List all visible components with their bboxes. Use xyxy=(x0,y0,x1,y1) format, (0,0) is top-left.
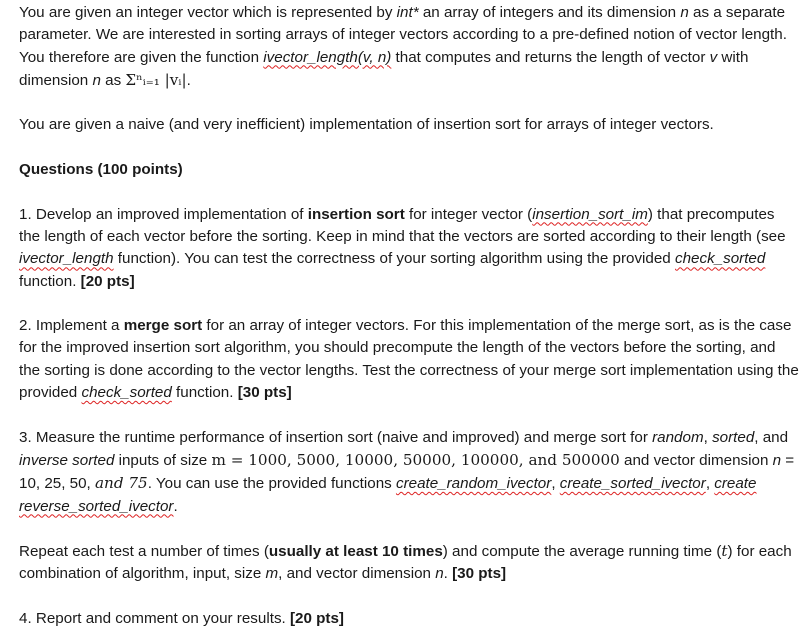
q3-text: , xyxy=(551,475,560,493)
q3-text: . You can use the provided functions xyxy=(147,475,396,493)
length-formula: Σⁿᵢ₌₁ |vᵢ| xyxy=(125,70,187,89)
var-v: v xyxy=(709,48,718,66)
repeat-text: ) and compute the average running time ( xyxy=(442,543,722,561)
intro-text: that computes and returns the length of vector xyxy=(391,48,710,66)
random-input: random xyxy=(652,428,704,446)
intro-text: as xyxy=(100,71,126,89)
q3-text: . xyxy=(173,497,178,515)
intro-paragraph xyxy=(19,2,799,92)
q4-text: 4. Report and comment on your results. xyxy=(19,610,290,628)
create-sorted-ivector-ref: create_sorted_ivector xyxy=(559,475,706,493)
q1-text: function). You can test the correctness of your sorting algorithm using the provided xyxy=(113,250,675,268)
intro-text: . xyxy=(186,71,191,89)
q3-text: , xyxy=(703,428,713,446)
q1-text: for integer vector ( xyxy=(404,205,533,223)
insertion-sort-im-function: insertion_sort_im xyxy=(532,205,648,223)
ivector-length-function: ivector_length(v, n) xyxy=(263,48,392,66)
var-n: n xyxy=(92,71,101,89)
q1-points: [20 pts] xyxy=(80,272,135,290)
input-sizes: m = 1000, 5000, 10000, 50000, 100000, and 500000 xyxy=(211,450,620,469)
create-reverse-sorted-ivector-ref: create reverse_sorted_ivector xyxy=(19,475,757,515)
q2-text: for an array of integer vectors. For this implementation of the merge sort, as is the case for the improved insertion sort algorithm, you should precompute the length of the vectors before the sorting, and the sorting is done according to the vector lengths. Test the correctness of your merge sort implementation using the provided xyxy=(19,317,799,402)
q4-points: [20 pts] xyxy=(289,610,344,628)
check-sorted-ref: check_sorted xyxy=(81,384,172,402)
dimension-75: and 75 xyxy=(95,474,148,493)
insertion-sort-term: insertion sort xyxy=(307,205,405,223)
q3-text: , and xyxy=(754,428,789,446)
int-pointer-type: int* xyxy=(396,4,419,21)
question-2 xyxy=(19,315,799,404)
q3-text: inputs of size xyxy=(114,451,212,469)
q1-text: ) that precomputes the length of each vector before the sorting. Keep in mind that the vectors are sorted according to their length (see xyxy=(19,205,786,245)
create-random-ivector-ref: create_random_ivector xyxy=(395,475,552,493)
sorted-input: sorted xyxy=(712,428,755,446)
check-sorted-ref: check_sorted xyxy=(674,250,766,268)
merge-sort-term: merge sort xyxy=(123,317,203,335)
var-n: n xyxy=(435,565,444,583)
intro-text: You are given an integer vector which is represented by xyxy=(19,4,397,21)
repeat-text: Repeat each test a number of times ( xyxy=(19,543,269,561)
q1-text: function. xyxy=(19,272,81,290)
naive-paragraph: You are given a naive (and very inefficient) implementation of insertion sort for arrays of integer vectors. xyxy=(19,116,714,134)
var-m: m xyxy=(265,565,279,583)
q2-text: function. xyxy=(171,384,238,402)
repeat-paragraph xyxy=(19,540,799,586)
ivector-length-ref: ivector_length xyxy=(19,250,114,268)
q1-text: 1. Develop an improved implementation of xyxy=(19,205,308,223)
q2-text: 2. Implement a xyxy=(19,317,124,335)
intro-text: as a separate parameter. We are interested in sorting arrays of integer vectors according to a pre-defined notion of vector length. You therefore are given the function xyxy=(19,4,787,66)
q3-text: , xyxy=(705,475,715,493)
intro-text: an array of integers and its dimension xyxy=(418,4,681,21)
inverse-sorted-input: inverse sorted xyxy=(19,451,115,469)
q3-text: 3. Measure the runtime performance of insertion sort (naive and improved) and merge sort for xyxy=(19,428,653,446)
questions-heading: Questions (100 points) xyxy=(19,161,183,179)
question-3 xyxy=(19,427,799,518)
repeat-text: , and vector dimension xyxy=(278,565,436,583)
question-1 xyxy=(19,204,799,293)
repeat-text: ) for each combination of algorithm, input, size xyxy=(19,543,792,583)
intro-text: with dimension xyxy=(19,48,749,89)
repeat-points: [30 pts] xyxy=(452,565,507,583)
repeat-count: usually at least 10 times xyxy=(268,543,443,561)
q2-points: [30 pts] xyxy=(237,384,292,402)
var-n: n xyxy=(772,451,782,469)
question-4 xyxy=(19,608,799,630)
q3-text: and vector dimension xyxy=(619,451,773,469)
var-n: n xyxy=(680,4,689,21)
repeat-text: . xyxy=(443,565,453,583)
q3-text: = 10, 25, 50, xyxy=(19,451,795,493)
var-t: t xyxy=(721,542,728,561)
